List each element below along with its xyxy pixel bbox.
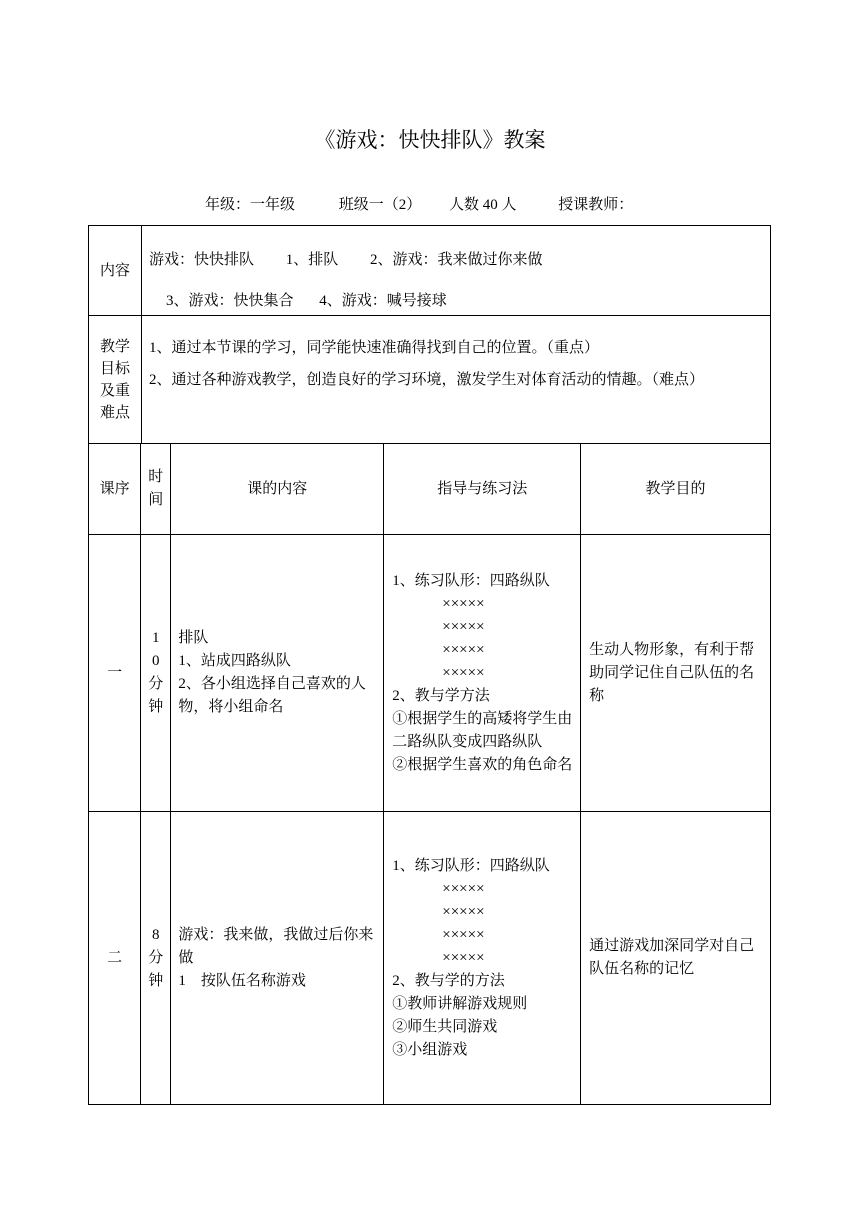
objectives-label (89, 316, 142, 444)
student-count: 人数 40 人 (449, 197, 517, 213)
content-line: 排队 (178, 630, 209, 646)
formation-line: ××××× (442, 949, 485, 966)
row-content (171, 535, 384, 812)
formation-line: ××××× (442, 926, 485, 943)
content-item: 游戏：快快排队 (149, 252, 255, 268)
lesson-meta (205, 193, 633, 214)
content-line: 1、站成四路纵队 (178, 653, 291, 669)
overview-table (88, 225, 771, 444)
content-item: 4、游戏：喊号接球 (319, 293, 447, 309)
formation-line: ××××× (442, 641, 485, 658)
class: 班级一（2） (338, 197, 422, 213)
objectives-label-line: 及重 (99, 382, 130, 399)
row-content (171, 812, 384, 1105)
content-item: 2、游戏：我来做过你来做 (370, 252, 543, 268)
row-time-line: 分 (148, 676, 164, 692)
row-guide (384, 535, 581, 812)
grade: 年级：一年级 (205, 197, 296, 213)
lesson-plan-table (88, 443, 771, 1105)
formation-line: ××××× (442, 664, 485, 681)
row-seq: 二 (89, 812, 141, 1105)
content-item: 1、排队 (285, 252, 339, 268)
page-title: 《游戏：快快排队》教案 (314, 128, 546, 152)
guide-line: 2、教与学方法 (392, 687, 490, 704)
guide-line: ①根据学生的高矮将学生由二路纵队变成四路纵队 (392, 710, 573, 750)
guide-line: ①教师讲解游戏规则 (392, 995, 528, 1012)
row-time-line: 8 (152, 926, 160, 943)
formation-line: ××××× (442, 595, 485, 612)
guide-line: 2、教与学的方法 (392, 972, 505, 989)
guide-line: ②师生共同游戏 (392, 1018, 498, 1035)
content-label: 内容 (89, 226, 142, 316)
formation-line: ××××× (442, 618, 485, 635)
row-time-line: 分 (148, 949, 164, 966)
header-time-line: 时 (148, 469, 164, 485)
objective-item: 1、通过本节课的学习，同学能快速准确得找到自己的位置。（重点） (149, 340, 600, 356)
guide-line: ③小组游戏 (392, 1041, 468, 1058)
content-line: 2、各小组选择自己喜欢的人物，将小组命名 (178, 676, 366, 715)
row-time (141, 535, 171, 812)
content-line: 1 按队伍名称游戏 (178, 972, 306, 989)
row-guide (384, 812, 581, 1105)
row-time-line: 0 (152, 653, 160, 669)
formation-line: ××××× (442, 880, 485, 897)
content-line: 游戏：我来做，我做过后你来做 (178, 926, 374, 966)
objective-item: 2、通过各种游戏教学，创造良好的学习环境，激发学生对体育活动的情趣。（难点） (149, 372, 705, 388)
row-purpose: 通过游戏加深同学对自己队伍名称的记忆 (581, 812, 771, 1105)
row-seq: 一 (89, 535, 141, 812)
table-row (89, 812, 771, 1105)
table-row (89, 535, 771, 812)
formation-line: ××××× (442, 903, 485, 920)
objectives-label-line: 目标 (99, 360, 130, 377)
header-time-line: 间 (148, 492, 164, 508)
header-content: 课的内容 (171, 444, 384, 535)
row-time-line: 钟 (148, 972, 164, 989)
header-time (141, 444, 171, 535)
objectives-cell (142, 316, 771, 444)
row-purpose: 生动人物形象，有利于帮助同学记住自己队伍的名称 (581, 535, 771, 812)
row-time (141, 812, 171, 1105)
header-purpose: 教学目的 (581, 444, 771, 535)
objectives-label-line: 难点 (99, 404, 130, 421)
header-guide: 指导与练习法 (384, 444, 581, 535)
objectives-label-line: 教学 (99, 338, 130, 355)
guide-line: 1、练习队形：四路纵队 (392, 857, 550, 874)
row-time-line: 1 (152, 630, 160, 646)
table-header-row (89, 444, 771, 535)
row-time-line: 钟 (148, 699, 164, 715)
content-item: 3、游戏：快快集合 (166, 293, 294, 309)
content-cell (142, 226, 771, 316)
guide-line: ②根据学生喜欢的角色命名 (392, 756, 573, 773)
guide-line: 1、练习队形：四路纵队 (392, 572, 550, 589)
header-seq: 课序 (89, 444, 141, 535)
teacher: 授课教师： (558, 197, 634, 213)
